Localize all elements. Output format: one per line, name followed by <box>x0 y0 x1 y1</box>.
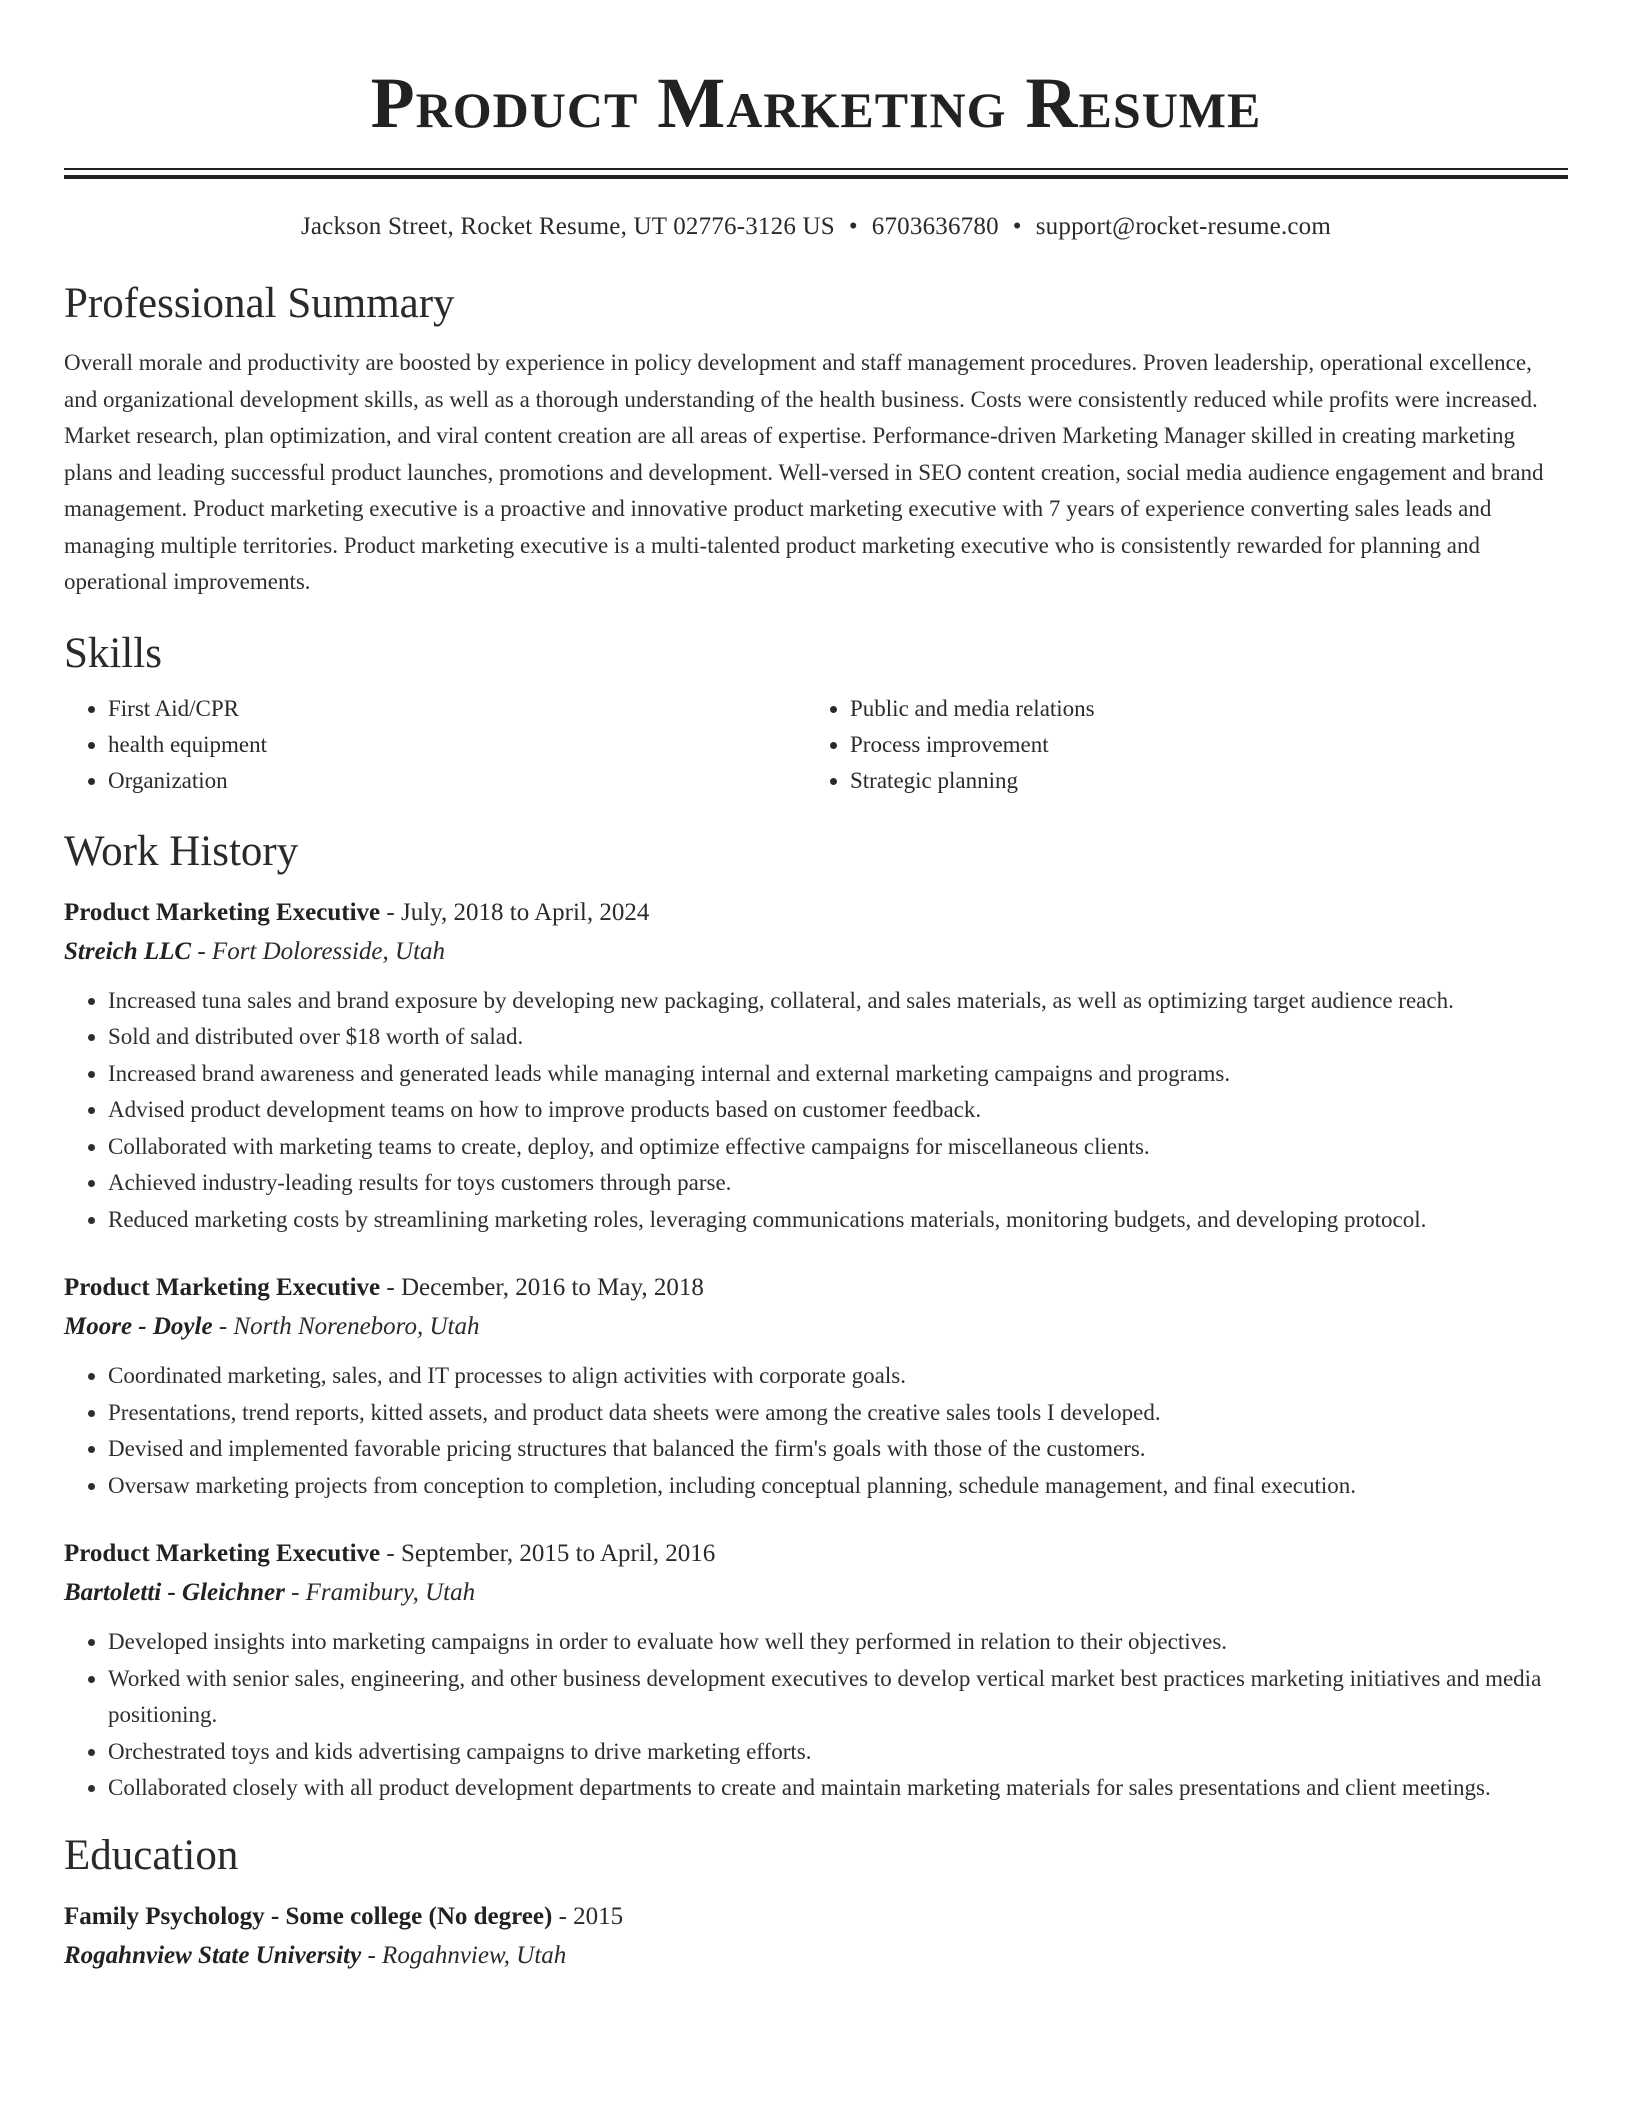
job-bullet: • Collaborated with marketing teams to create, deploy, and optimize effective campaigns for miscellaneous clients. <box>108 1129 1568 1166</box>
job-company: Streich LLC <box>64 937 192 965</box>
job-dates: - December, 2016 to May, 2018 <box>380 1274 704 1301</box>
job-entry <box>64 1268 1568 1504</box>
title-double-rule <box>64 168 1568 179</box>
job-bullet: • Sold and distributed over $18 worth of salad. <box>108 1019 1568 1056</box>
education-entry <box>64 1897 1568 1975</box>
job-bullet: • Coordinated marketing, sales, and IT processes to align activities with corporate goals. <box>108 1358 1568 1395</box>
job-title-line <box>64 893 1568 933</box>
job-bullet: • Increased tuna sales and brand exposure by developing new packaging, collateral, and sales materials, as well as optimizing target audience reach. <box>108 983 1568 1020</box>
job-dates: - July, 2018 to April, 2024 <box>380 898 650 926</box>
job-title-line <box>64 1268 1568 1308</box>
education-location: - Rogahnview, Utah <box>361 1941 567 1969</box>
skills-section <box>64 627 1568 799</box>
education-school-line <box>64 1937 1568 1975</box>
job-bullet: • Advised product development teams on how to improve products based on customer feedback. <box>108 1092 1568 1129</box>
contact-phone: 6703636780 <box>871 213 999 240</box>
job-bullet: • Reduced marketing costs by streamlining marketing roles, leveraging communications materials, monitoring budgets, and developing protocol. <box>108 1202 1568 1239</box>
job-location: - Framibury, Utah <box>284 1579 476 1606</box>
job-bullet: • Orchestrated toys and kids advertising campaigns to drive marketing efforts. <box>108 1734 1568 1771</box>
skill-item: • Strategic planning <box>850 763 1548 799</box>
skill-item: • First Aid/CPR <box>108 691 806 727</box>
summary-text: Overall morale and productivity are boosted by experience in policy development and staff management procedures. Proven leadership, operational excellence, and organizational development skills, as well as a thorough understanding of the health business. Costs were consistently reduced while profits were increased. Market research, plan optimization, and viral content creation are all areas of expertise. Performance-driven Marketing Manager skilled in creating marketing plans and leading successful product launches, promotions and development. Well-versed in SEO content creation, social media audience engagement and brand management. Product marketing executive is a proactive and innovative product marketing executive with 7 years of experience converting sales leads and managing multiple territories. Product marketing executive is a multi-talented product marketing executive who is consistently rewarded for planning and operational improvements. <box>64 350 1544 594</box>
job-bullets <box>64 1358 1568 1504</box>
job-dates: - September, 2015 to April, 2016 <box>380 1540 716 1567</box>
job-bullet: • Devised and implemented favorable pricing structures that balanced the firm's goals with those of the customers. <box>108 1431 1568 1468</box>
summary-section <box>64 277 1568 601</box>
contact-line <box>64 211 1568 243</box>
skill-item: • health equipment <box>108 727 806 763</box>
job-entry <box>64 893 1568 1239</box>
skills-left-list <box>64 691 806 799</box>
job-location: - North Noreneboro, Utah <box>212 1313 480 1340</box>
job-title: Product Marketing Executive <box>64 1540 381 1567</box>
contact-separator: • <box>1012 213 1022 240</box>
education-school: Rogahnview State University <box>64 1941 362 1969</box>
resume-title: Product Marketing Resume <box>370 63 1262 143</box>
job-entry <box>64 1534 1568 1807</box>
education-degree-line <box>64 1897 1568 1937</box>
skill-item: • Process improvement <box>850 727 1548 763</box>
job-bullet: • Increased brand awareness and generated leads while managing internal and external marketing campaigns and programs. <box>108 1056 1568 1093</box>
contact-separator: • <box>848 213 858 240</box>
job-company-line <box>64 1574 1568 1612</box>
skill-item: • Organization <box>108 763 806 799</box>
skills-heading: Skills <box>64 629 162 677</box>
work-history-section <box>64 825 1568 1807</box>
job-title-line <box>64 1534 1568 1574</box>
skill-item: • Public and media relations <box>850 691 1548 727</box>
job-company: Moore - Doyle <box>64 1313 213 1340</box>
education-section <box>64 1829 1568 1975</box>
contact-address: Jackson Street, Rocket Resume, UT 02776-3126 US <box>300 213 835 240</box>
job-bullet: • Achieved industry-leading results for toys customers through parse. <box>108 1165 1568 1202</box>
job-bullet: • Oversaw marketing projects from conception to completion, including conceptual planning, schedule management, and final execution. <box>108 1468 1568 1505</box>
job-title: Product Marketing Executive <box>64 1274 381 1301</box>
job-title: Product Marketing Executive <box>64 898 381 926</box>
job-bullet: • Presentations, trend reports, kitted assets, and product data sheets were among the creative sales tools I developed. <box>108 1395 1568 1432</box>
work-history-heading: Work History <box>64 827 299 875</box>
job-bullets <box>64 1624 1568 1807</box>
education-year: - 2015 <box>552 1902 624 1930</box>
job-company-line <box>64 1308 1568 1346</box>
skills-columns <box>64 691 1568 799</box>
contact-email: support@rocket-resume.com <box>1035 213 1332 240</box>
skills-right-list <box>806 691 1548 799</box>
job-bullet: • Worked with senior sales, engineering, and other business development executives to develop vertical market best practices marketing initiatives and media positioning. <box>108 1661 1568 1734</box>
education-heading: Education <box>64 1831 239 1879</box>
summary-heading: Professional Summary <box>64 280 455 327</box>
job-location: - Fort Doloresside, Utah <box>191 937 446 965</box>
job-bullet: • Collaborated closely with all product development departments to create and maintain marketing materials for sales presentations and client meetings. <box>108 1770 1568 1807</box>
job-company-line <box>64 933 1568 971</box>
education-degree: Family Psychology - Some college (No degree) <box>64 1902 553 1930</box>
job-bullet: • Developed insights into marketing campaigns in order to evaluate how well they performed in relation to their objectives. <box>108 1624 1568 1661</box>
job-company: Bartoletti - Gleichner <box>64 1579 285 1606</box>
job-bullets <box>64 983 1568 1239</box>
